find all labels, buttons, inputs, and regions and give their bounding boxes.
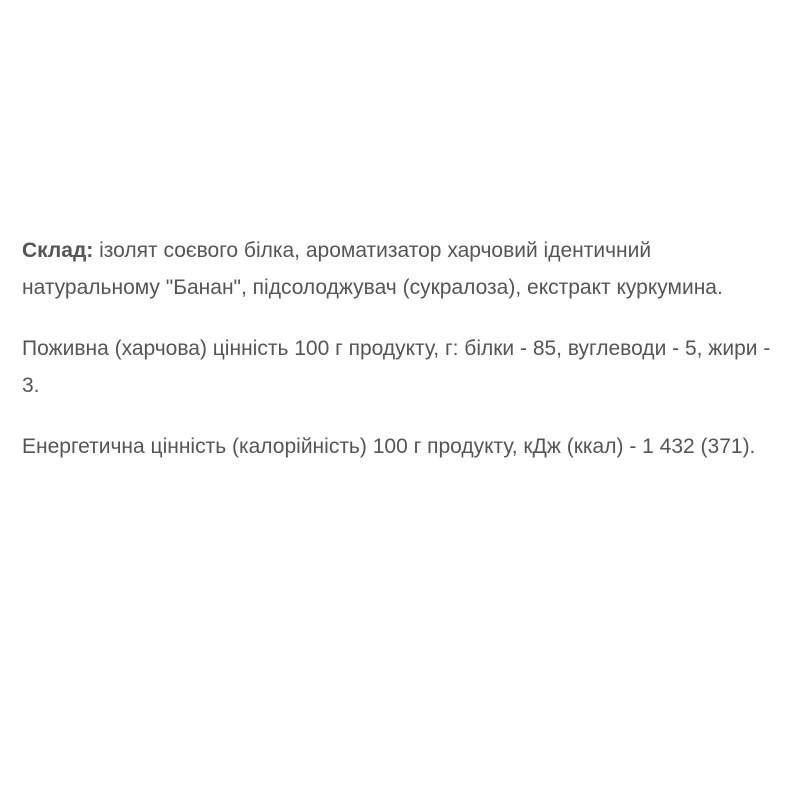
energy-paragraph: Енергетична цінність (калорійність) 100 г продукту, кДж (ккал) - 1 432 (371).: [22, 435, 756, 458]
composition-paragraph: [22, 232, 774, 306]
composition-text: ізолят соєвого білка, ароматизатор харчовий ідентичний натуральному "Банан", підсолоджувач (сукралоза), екстракт куркумина.: [22, 239, 723, 299]
composition-label: Склад:: [22, 239, 94, 262]
nutrition-paragraph: Поживна (харчова) цінність 100 г продукту, г: білки - 85, вуглеводи - 5, жири - 3.: [22, 337, 771, 397]
product-description: [22, 232, 774, 489]
